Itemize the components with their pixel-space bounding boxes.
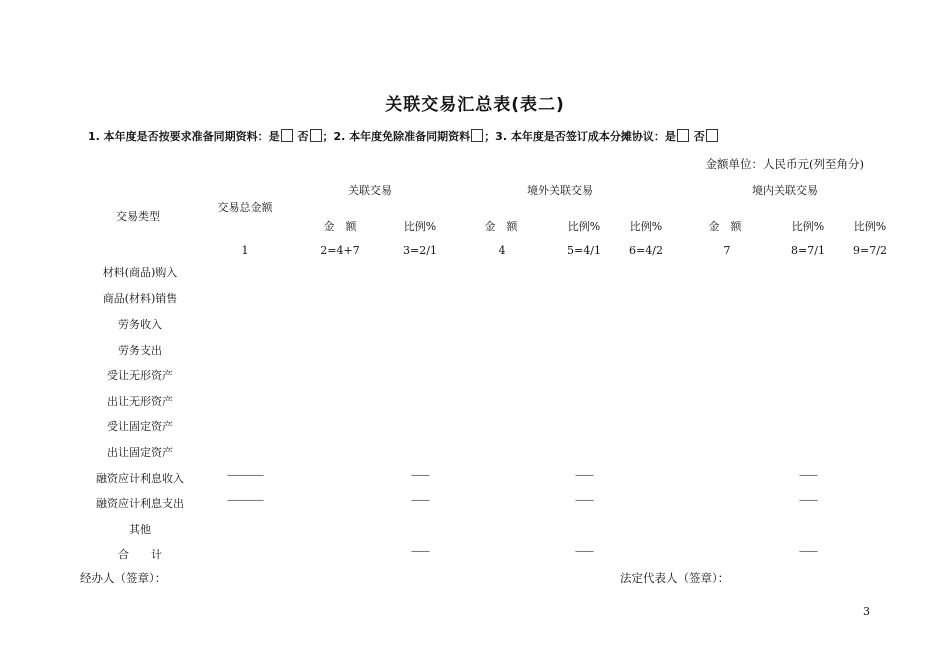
row-label-service-income: 劳务收入 <box>118 318 162 331</box>
page-title: 关联交易汇总表(表二) <box>385 95 565 115</box>
dash-interest-income-total: ———— <box>227 470 263 481</box>
checkbox-q1-no[interactable] <box>310 129 322 142</box>
formula-col-4: 4 <box>498 244 506 257</box>
handler-signature-label: 经办人（签章）： <box>80 571 167 585</box>
question-3-text: ；3. 本年度是否签订成本分摊协议：是 <box>484 130 676 143</box>
dash-total-ratio: —— <box>411 546 429 557</box>
header-foreign-related: 境外关联交易 <box>527 184 593 197</box>
formula-col-5: 5=4/1 <box>567 244 601 257</box>
row-label-fixed-asset-in: 受让固定资产 <box>107 420 173 433</box>
row-label-interest-income: 融资应计利息收入 <box>96 472 184 485</box>
question-3-no-text: 否 <box>693 130 705 143</box>
header-amount-foreign: 金 额 <box>484 220 518 233</box>
header-related-transactions: 关联交易 <box>348 184 392 197</box>
formula-col-8: 8=7/1 <box>791 244 825 257</box>
legal-rep-signature-label: 法定代表人（签章）： <box>620 571 730 585</box>
questions-line <box>88 128 719 144</box>
formula-col-1: 1 <box>241 244 249 257</box>
checkbox-q2[interactable] <box>471 129 483 142</box>
row-label-interest-expense: 融资应计利息支出 <box>96 497 184 510</box>
header-ratio-foreign-2: 比例% <box>629 220 663 233</box>
dash-interest-expense-total: ———— <box>227 495 263 506</box>
formula-col-3: 3=2/1 <box>403 244 437 257</box>
dash-interest-income-ratio: —— <box>411 470 429 481</box>
formula-col-2: 2=4+7 <box>320 244 360 257</box>
checkbox-q1-yes[interactable] <box>281 129 293 142</box>
checkbox-q3-yes[interactable] <box>677 129 689 142</box>
dash-interest-income-foreign-ratio: —— <box>575 470 593 481</box>
row-label-other: 其他 <box>129 523 151 536</box>
row-label-intangible-in: 受让无形资产 <box>107 369 173 382</box>
dash-interest-expense-foreign-ratio: —— <box>575 495 593 506</box>
dash-total-domestic-ratio: —— <box>799 546 817 557</box>
header-transaction-type: 交易类型 <box>116 210 160 223</box>
header-ratio-related: 比例% <box>403 220 437 233</box>
question-1-no-text: 否 <box>297 130 309 143</box>
question-2-text: ；2. 本年度免除准备同期资料 <box>322 130 471 143</box>
dash-interest-expense-ratio: —— <box>411 495 429 506</box>
dash-interest-income-domestic-ratio: —— <box>799 470 817 481</box>
header-ratio-domestic-1: 比例% <box>791 220 825 233</box>
dash-total-foreign-ratio: —— <box>575 546 593 557</box>
page-number: 3 <box>863 605 870 618</box>
formula-col-6: 6=4/2 <box>629 244 663 257</box>
formula-col-7: 7 <box>723 244 731 257</box>
formula-col-9: 9=7/2 <box>853 244 887 257</box>
question-1-text: 1. 本年度是否按要求准备同期资料：是 <box>88 130 280 143</box>
row-label-materials-purchase: 材料(商品)购入 <box>102 266 178 279</box>
header-amount-domestic: 金 额 <box>708 220 742 233</box>
header-total-amount: 交易总金额 <box>217 201 273 214</box>
row-label-goods-sales: 商品(材料)销售 <box>102 292 178 305</box>
header-amount-related: 金 额 <box>323 220 357 233</box>
row-label-service-expense: 劳务支出 <box>118 344 162 357</box>
header-ratio-domestic-2: 比例% <box>853 220 887 233</box>
row-label-total: 合 计 <box>118 548 162 561</box>
row-label-fixed-asset-out: 出让固定资产 <box>107 446 173 459</box>
header-ratio-foreign-1: 比例% <box>567 220 601 233</box>
header-domestic-related: 境内关联交易 <box>752 184 818 197</box>
row-label-intangible-out: 出让无形资产 <box>107 395 173 408</box>
dash-interest-expense-domestic-ratio: —— <box>799 495 817 506</box>
checkbox-q3-no[interactable] <box>706 129 718 142</box>
amount-unit-label: 金额单位：人民币元(列至角分) <box>705 157 864 171</box>
